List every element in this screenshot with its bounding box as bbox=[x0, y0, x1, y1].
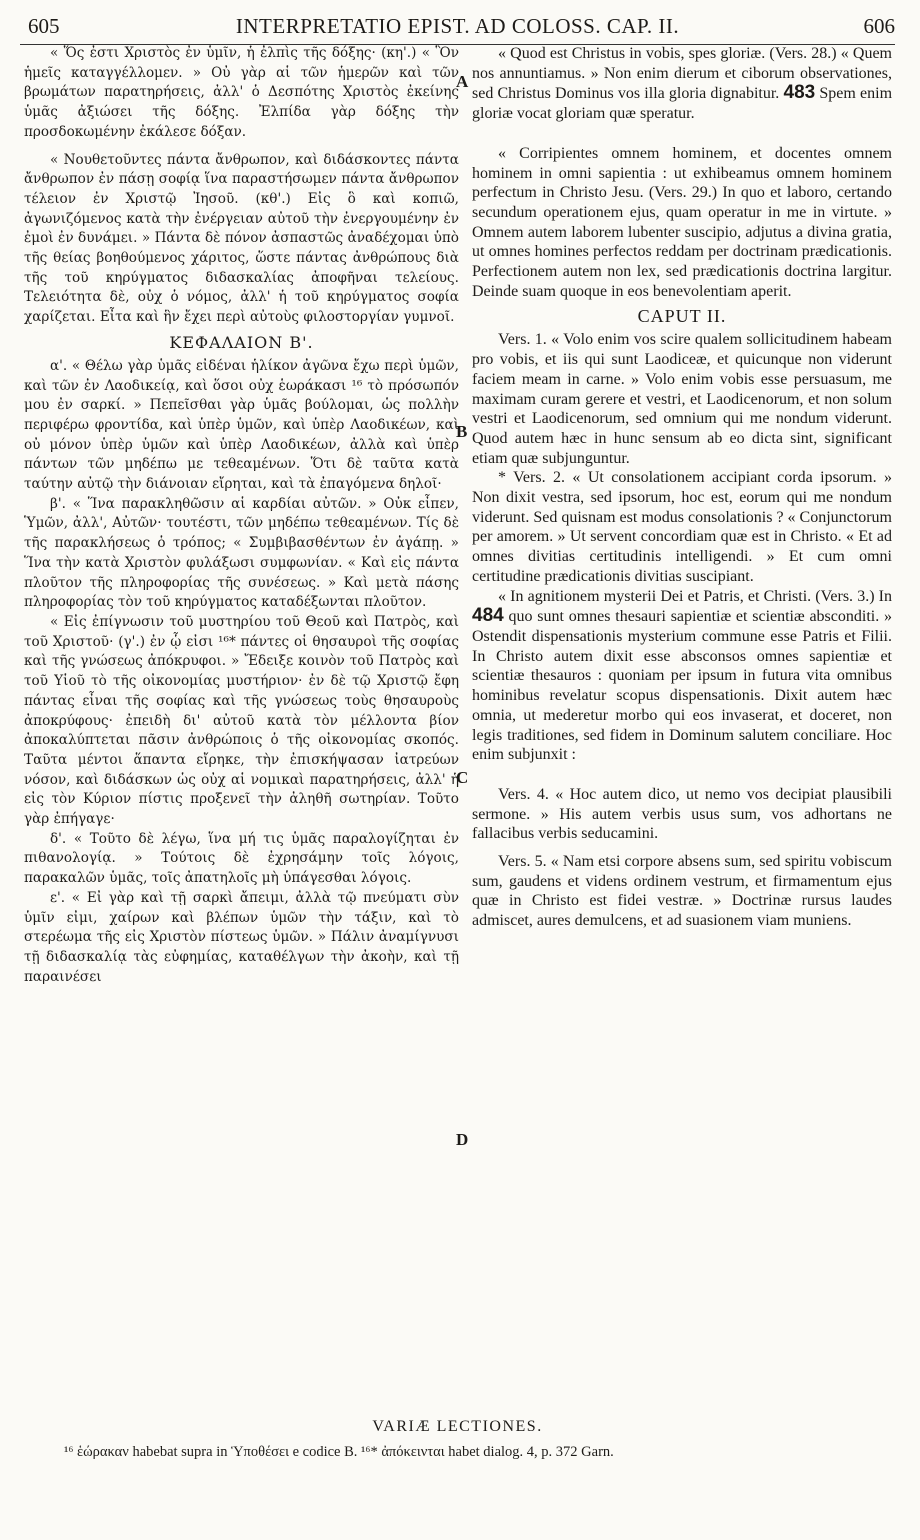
greek-paragraph: « Ὅς ἐστι Χριστὸς ἐν ὑμῖν, ἡ ἐλπὶς τῆς δόξης· (κη'.) « Ὃν ἡμεῖς καταγγέλλομεν. » Οὐ γὰρ αἱ τῶν ἡμερῶν καὶ τῶν βρωμάτων παρατηρήσεις, ἀλλ' ὁ Δεσπότης Χριστὸς ἐκείνης ὑμᾶς ἀξιώσει τῆς δόξης. Ἐλπίδα γὰρ δόξης τὴν προσδοκωμένην ἐκάλεσε δόξαν. bbox=[24, 45, 459, 140]
latin-paragraph bbox=[472, 44, 892, 124]
page-number-left: 605 bbox=[28, 14, 60, 38]
latin-paragraph: Vers. 4. « Hoc autem dico, ut nemo vos decipiat plausibili sermone. » His autem verbis usus sum, vos adhortans ne fallacibus verbis seducamini. bbox=[472, 785, 892, 843]
latin-chapter-heading: CAPUT II. bbox=[637, 306, 727, 327]
footnote-heading: VARIÆ LECTIONES. bbox=[372, 1418, 543, 1435]
page-header bbox=[20, 10, 895, 45]
running-title: INTERPRETATIO EPIST. AD COLOSS. CAP. II. bbox=[235, 14, 680, 38]
greek-paragraph: δ'. « Τοῦτο δὲ λέγω, ἵνα μή τις ὑμᾶς παραλογίζηται ἐν πιθανολογίᾳ. » Τούτοις δὲ ἐχρησάμην τοῖς λόγοις, παρακαλῶν ὑμᾶς, τοῖς ἀπατηλοῖς μὴ ὑπάγεσθαι λόγοις. bbox=[24, 830, 459, 887]
latin-paragraph: * Vers. 2. « Ut consolationem accipiant corda ipsorum. » Non dixit vestra, sed ipsorum, hoc est, eorum qui me nondum viderunt. Sed quisnam est modus consolationis ? « Conjunctorum per amorem. » Ut servent concordiam quæ est in Christo. « Et ad omnes divitias certitudinis intelligendi. » Et cum omni certitudine prædicationis divitias suscipiant. bbox=[472, 469, 892, 585]
greek-column bbox=[24, 44, 459, 987]
column-number: 483 bbox=[783, 82, 816, 104]
greek-chapter-heading: ΚΕΦΑΛΑΙΟΝ Β'. bbox=[169, 332, 314, 352]
latin-paragraph bbox=[472, 587, 892, 765]
margin-mark-c: C bbox=[456, 768, 469, 787]
latin-paragraph: Vers. 1. « Volo enim vos scire qualem sollicitudinem habeam pro vobis, et iis qui sunt Laodiceæ, et quicunque non viderunt faciem meam in carne. » Volo enim vobis esse persuasum, me maximam curam gerere et vestri, et Laodicenorum, et non solum vestri et Laodicenorum, sed omnium qui me nondum viderunt. Quod autem hæc in hunc sensum ab eo dicta sint, significant etiam quæ subjunguntur. bbox=[472, 331, 892, 467]
latin-column bbox=[472, 44, 892, 931]
latin-paragraph: « Corripientes omnem hominem, et docentes omnem hominem in omni sapientia : ut exhibeamus omnem hominem perfectum in Christo Jesu. (Vers. 29.) In quo et laboro, certando secundum operationem ejus, quam operatur in me in virtute. » Omnem autem laborem lubenter suscipio, adjutus a divina gratia, ut omnes homines perfectos reddam per doctrinam prædicationis. Perfectionem autem non lex, sed prædicationis doctrina largitur. Deinde suam quoque in eos benevolentiam aperit. bbox=[472, 144, 892, 300]
column-number: 484 bbox=[472, 605, 504, 627]
latin-text: Spem enim gloriæ vocat gloriam quæ speratur. bbox=[472, 85, 893, 123]
latin-paragraph: Vers. 5. « Nam etsi corpore absens sum, sed spiritu vobiscum sum, gaudens et videns ordinem vestrum, et firmamentum ejus quæ in Christo est fidei vestræ. » Doctrinæ rursus laudes admiscet, aures demulcens, et ad suasionem viam muniens. bbox=[472, 853, 892, 930]
greek-paragraph: « Εἰς ἐπίγνωσιν τοῦ μυστηρίου τοῦ Θεοῦ καὶ Πατρὸς, καὶ τοῦ Χριστοῦ· (γ'.) ἐν ᾧ εἰσι ¹⁶* πάντες οἱ θησαυροὶ τῆς σοφίας καὶ τῆς γνώσεως ἀπόκρυφοι. » Ἔδειξε κοινὸν τοῦ Πατρὸς καὶ τοῦ Υἱοῦ τὸ τῆς οἰκονομίας μυστήριον· ἐν δὲ τῷ Χριστῷ ἔφη πάντας εἶναι τῆς σοφίας καὶ τῆς γνώσεως τοὺς θησαυροὺς ἀποκρύφους· ἐπειδὴ δι' αὐτοῦ κατὰ τὸν μέλλοντα βίον ἀποκαλύπτεται πᾶσιν ἀνθρώποις ὁ τῆς οἰκονομίας σκοπός. Ταῦτα μέντοι ἅπαντα εἴρηκε, τὴν ἐπισκήψασαν ἰατρεύων νόσον, καὶ διδάσκων ὡς οὐχ αἱ νομικαὶ παρατηρήσεις, ἀλλ' ἡ εἰς τὸν Κύριον πίστις προξενεῖ τὴν ἀληθῆ σωτηρίαν. Τοῦτο γὰρ ἐπήγαγε· bbox=[24, 613, 459, 828]
greek-paragraph: « Νουθετοῦντες πάντα ἄνθρωπον, καὶ διδάσκοντες πάντα ἄνθρωπον ἐν πάσῃ σοφίᾳ ἵνα παραστήσωμεν πάντα ἄνθρωπον τέλειον ἐν Χριστῷ Ἰησοῦ. (κθ'.) Εἰς ὃ καὶ κοπιῶ, ἀγωνιζόμενος κατὰ τὴν ἐνέργειαν αὐτοῦ τὴν ἐνεργουμένην ἐν ἐμοὶ ἐν δυνάμει. » Πάντα δὲ πόνον ἀσπαστῶς ἀναδέχομαι ὑπὸ τῆς θείας βοηθούμενος χάριτος, ὥστε πάντας ἀνθρώπους διὰ τῆς τοῦ κηρύγματος διδασκαλίας ἀποφῆναι τελείους. Τελειότητα δὲ, οὐχ ὁ νόμος, ἀλλ' ἡ τοῦ κηρύγματος σοφία χαρίζεται. Εἶτα καὶ ἣν ἔχει περὶ αὐτοὺς φιλοστοργίαν γυμνοῖ. bbox=[24, 151, 459, 326]
greek-paragraph: ε'. « Εἰ γὰρ καὶ τῇ σαρκὶ ἄπειμι, ἀλλὰ τῷ πνεύματι σὺν ὑμῖν εἰμι, χαίρων καὶ βλέπων ὑμῶν τὴν τάξιν, καὶ τὸ στερέωμα τῆς εἰς Χριστὸν πίστεως ὑμῶν. » Πάλιν ἀναμίγνυσι τῇ διδασκαλίᾳ τὰς εὐφημίας, καταθέλγων τὴν ἀκοὴν, καὶ τῇ παραινέσει bbox=[24, 889, 459, 985]
latin-text: quo sunt omnes thesauri sapientiæ et scientiæ absconditi. » Ostendit dispensationis mysterium commune esse Patris et Filii. In Christo autem dixit esse absconsos omnes sapientiæ et scientiæ thesauros : quoniam per ipsum in futura vita omnibus hominibus revelatur scopus dispensationis. Dixit autem hæc omnia, ut mederetur morbo qui eos invaserat, et doceret, non legis traditiones, sed fidem in Dominum salutem conciliare. Hoc enim subjunxit : bbox=[472, 608, 893, 764]
greek-paragraph: α'. « Θέλω γὰρ ὑμᾶς εἰδέναι ἡλίκον ἀγῶνα ἔχω περὶ ὑμῶν, καὶ τῶν ἐν Λαοδικείᾳ, καὶ ὅσοι οὐχ ἑωράκασι ¹⁶ τὸ πρόσωπόν μου ἐν σαρκί. » Πεπεῖσθαι γὰρ ὑμᾶς βούλομαι, ὡς πολλὴν περιφέρω φροντίδα, καὶ ὑπὲρ ὑμῶν, καὶ ὑπὲρ Λαοδικέων, καὶ οὐ μόνον ὑπὲρ ὑμῶν καὶ ὑπὲρ Λαοδικέων, ἀλλὰ καὶ ὑπὲρ πάντων τῶν μηδέπω με τεθεαμένων. Ὅτι δὲ ταῦτα κατὰ ταύτην αὐτῷ τὴν διάνοιαν εἴρηται, καὶ τὰ ἐπαγόμενα δηλοῖ· bbox=[24, 357, 459, 493]
latin-text: « In agnitionem mysterii Dei et Patris, et Christi. (Vers. 3.) In bbox=[498, 587, 892, 605]
latin-text: « Quod est Christus in vobis, spes gloriæ. (Vers. 28.) « Quem nos annuntiamus. » Non enim dierum et ciborum observationes, sed Christus Dominus vos illa gloria dignabitur. bbox=[472, 45, 892, 103]
margin-mark-b: B bbox=[456, 422, 468, 441]
greek-paragraph: β'. « Ἵνα παρακληθῶσιν αἱ καρδίαι αὐτῶν. » Οὐκ εἶπεν, Ὑμῶν, ἀλλ', Αὐτῶν· τουτέστι, τῶν μηδέπω τεθεαμένων. Τίς δὲ τῆς παρακλήσεως ὁ τρόπος; « Συμβιβασθέντων ἐν ἀγάπῃ. » Ἵνα τὴν κατὰ Χριστὸν φυλάξωσι συμφωνίαν. « Καὶ εἰς πάντα πλοῦτον τῆς πληροφορίας τῆς συνέσεως. » Καὶ μετὰ πάσης πληροφορίας τὸν τοῦ κηρύγματος καταδέξωνται πλοῦτον. bbox=[24, 495, 459, 611]
page bbox=[20, 10, 895, 1460]
variae-lectiones bbox=[20, 1418, 895, 1461]
margin-mark-d: D bbox=[456, 1130, 469, 1149]
footnote-line: ¹⁶ ἑώρακαν habebat supra in Ὑποθέσει e codice B. ¹⁶* ἀπόκεινται habet dialog. 4, p. 372 Garn. bbox=[64, 1444, 614, 1460]
page-number-right: 606 bbox=[863, 14, 895, 38]
margin-mark-a: A bbox=[456, 72, 469, 91]
